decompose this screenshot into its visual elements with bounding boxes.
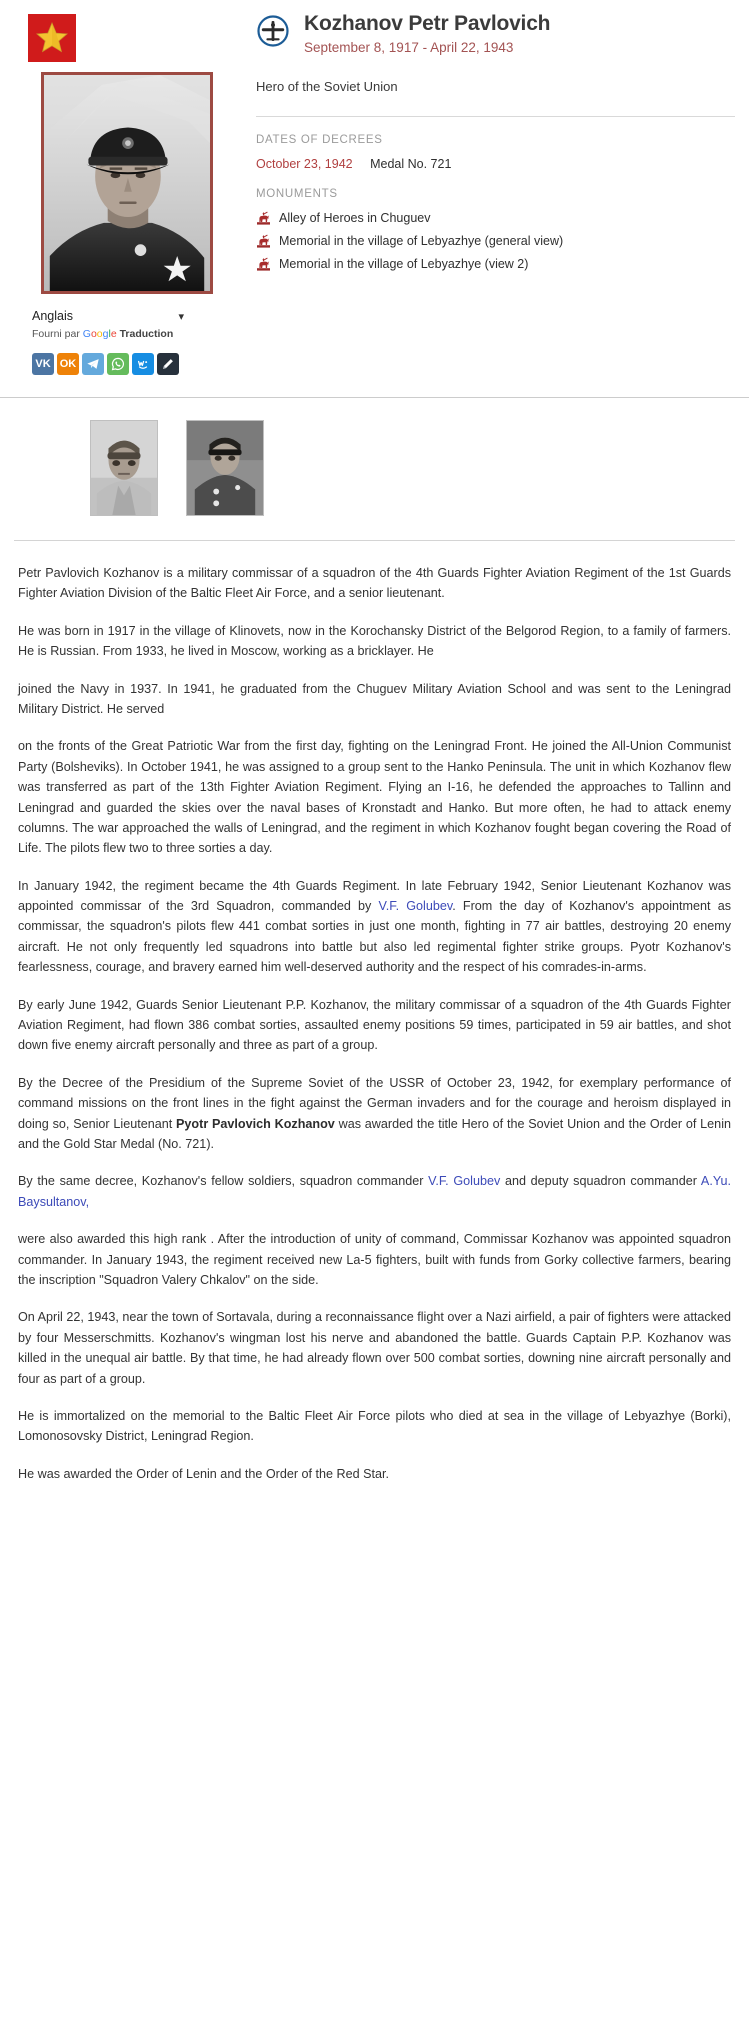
paragraph: [18, 1073, 731, 1155]
hero-subtitle: Hero of the Soviet Union: [256, 79, 398, 95]
equestrian-monument-icon: [256, 211, 271, 225]
powered-by-google-translate: [32, 328, 184, 340]
page-title: Kozhanov Petr Pavlovich: [304, 12, 551, 35]
language-select[interactable]: [32, 306, 184, 326]
paragraph: on the fronts of the Great Patriotic War from the first day, fighting on the Leningrad Front. He joined the All-Union Communist Party (Bolsheviks). In October 1941, he was assigned to a group sent to the Hanko Peninsula. The unit in which Kozhanov flew was transferred as part of the 13th Fighter Aviation Regiment. Flying an I-16, he defended the approaches to Tallinn and Leningrad and guarded the skies over the naval bases of Kronstadt and Hanko. But more often, he had to attack enemy columns. The war approached the walls of Leningrad, and the regiment in which Kozhanov fought began covering the Road of Life. The pilots flew two to three sorties a day.: [18, 739, 731, 856]
airplane-roundel-icon: [256, 14, 290, 48]
paragraph: joined the Navy in 1937. In 1941, he graduated from the Chuguev Military Aviation School and was sent to the Leningrad Military District. He served: [18, 681, 731, 716]
photo-thumbnail-pilot-helmet[interactable]: [90, 420, 158, 516]
paragraph: He was awarded the Order of Lenin and the Order of the Red Star.: [18, 1466, 390, 1481]
paragraph: [18, 876, 731, 978]
hero-name-bold: Pyotr Pavlovich Kozhanov: [176, 1116, 335, 1131]
photo-thumbnail-officer-cap[interactable]: [186, 420, 264, 516]
moi-mir-share-icon[interactable]: [132, 353, 154, 375]
hero-left-column: [14, 10, 240, 375]
powered-prefix: Fourni par: [32, 328, 80, 340]
dates-of-decrees-label: DATES OF DECREES: [256, 134, 383, 147]
portrait-photo[interactable]: [41, 72, 213, 294]
paragraph: Petr Pavlovich Kozhanov is a military commissar of a squadron of the 4th Guards Fighter Aviation Regiment of the 1st Guards Fighter Aviation Division of the Baltic Fleet Air Force, and a senior lieutenant.: [18, 566, 731, 601]
paragraph-text: . From the day of Kozhanov's appointment as commissar, the squadron's pilots flew 441 combat sorties in just one month, fighting in 77 air battles, destroying 20 enemy aircraft. He not only frequently led squadrons into battle but also led regimental fighter strike groups. Pyotr Kozhanov's fearlessness, courage, and bravery earned him well-deserved authority and the respect of his comrades-in-arms.: [18, 899, 731, 975]
monument-label: Memorial in the village of Lebyazhye (general view): [279, 234, 564, 249]
monuments-label: MONUMENTS: [256, 188, 338, 201]
livejournal-share-icon[interactable]: [157, 353, 179, 375]
paragraph-text: By the same decree, Kozhanov's fellow soldiers, squadron commander: [18, 1174, 424, 1189]
google-wordmark: Google: [82, 328, 117, 340]
paragraph: He is immortalized on the memorial to the Baltic Fleet Air Force pilots who died at sea in the village of Lebyazhye (Borki), Lomonosovsky District, Leningrad Region.: [18, 1408, 731, 1444]
paragraph-text: and deputy squadron commander: [504, 1174, 697, 1189]
link-golubev-2[interactable]: V.F. Golubev: [428, 1174, 501, 1189]
life-dates: September 8, 1917 - April 22, 1943: [304, 40, 514, 56]
paragraph: [18, 1171, 731, 1212]
decree-date[interactable]: October 23, 1942: [256, 157, 353, 172]
list-item[interactable]: [256, 234, 735, 248]
monument-label: Memorial in the village of Lebyazhye (view 2): [279, 257, 529, 272]
article-body: [0, 541, 749, 1484]
powered-suffix: Traduction: [119, 328, 174, 340]
whatsapp-share-icon[interactable]: [107, 353, 129, 375]
vk-share-icon[interactable]: VK: [32, 353, 54, 375]
photo-gallery: [0, 398, 749, 516]
gold-star-badge-icon: [28, 14, 76, 62]
telegram-share-icon[interactable]: [82, 353, 104, 375]
language-select-value: Anglais: [32, 309, 73, 323]
list-item[interactable]: [256, 211, 735, 225]
link-golubev[interactable]: V.F. Golubev: [378, 899, 453, 914]
paragraph-text: was awarded the title Hero of the Soviet Union and the Order of Lenin and the Gold Star Medal (No. 721).: [18, 1116, 731, 1151]
decree-row: [256, 157, 735, 171]
list-item[interactable]: [256, 257, 735, 271]
translate-widget: [32, 306, 184, 340]
medal-number: Medal No. 721: [370, 157, 452, 172]
monuments-list: [256, 211, 735, 271]
hero-right-column: [240, 10, 735, 375]
paragraph: By early June 1942, Guards Senior Lieutenant P.P. Kozhanov, the military commissar of a squadron of the 4th Guards Fighter Aviation Regiment, had flown 386 combat sorties, assaulted enemy positions 59 times, participated in 59 air battles, and shot down five enemy aircraft personally and three as part of a group.: [18, 997, 731, 1053]
chevron-down-icon: ▾: [178, 310, 184, 323]
paragraph: He was born in 1917 in the village of Klinovets, now in the Korochansky District of the Belgorod Region, to a family of farmers. He is Russian. From 1933, he lived in Moscow, working as a bricklayer. He: [18, 623, 731, 659]
monument-label: Alley of Heroes in Chuguev: [279, 211, 431, 226]
paragraph-text: By the Decree of the Presidium of the Supreme Soviet of the USSR of October 23, 1942, for exemplary performance of command missions on the front lines in the fight against the German invaders and for the courage and heroism displayed in doing so, Senior Lieutenant: [18, 1075, 731, 1131]
divider: [256, 116, 735, 117]
odnoklassniki-share-icon[interactable]: OK: [57, 353, 79, 375]
hero-section: [0, 0, 749, 375]
equestrian-monument-icon: [256, 257, 271, 271]
paragraph-text: In January 1942, the regiment became the 4th Guards Regiment. In late February 1942, Senior Lieutenant Kozhanov was appointed commissar of the 3rd Squadron, commanded by: [18, 878, 731, 914]
paragraph: On April 22, 1943, near the town of Sortavala, during a reconnaissance flight over a Nazi airfield, a pair of fighters were attacked by four Messerschmitts. Kozhanov's wingman lost his nerve and abandoned the battle. Guards Captain P.P. Kozhanov was killed in the unequal air battle. By that time, he had already flown over 500 combat sorties, downing nine aircraft personally and four as part of a group.: [18, 1310, 731, 1386]
paragraph: were also awarded this high rank . After the introduction of unity of command, Commissar Kozhanov was appointed squadron commander. In January 1943, the regiment received new La-5 fighters, built with funds from Gorky collective farmers, bearing the inscription "Squadron Valery Chkalov" on the side.: [18, 1232, 731, 1287]
link-baysultanov[interactable]: A.Yu. Baysultanov,: [18, 1174, 732, 1209]
social-share-row: [32, 353, 240, 375]
title-row: [256, 12, 735, 55]
equestrian-monument-icon: [256, 234, 271, 248]
